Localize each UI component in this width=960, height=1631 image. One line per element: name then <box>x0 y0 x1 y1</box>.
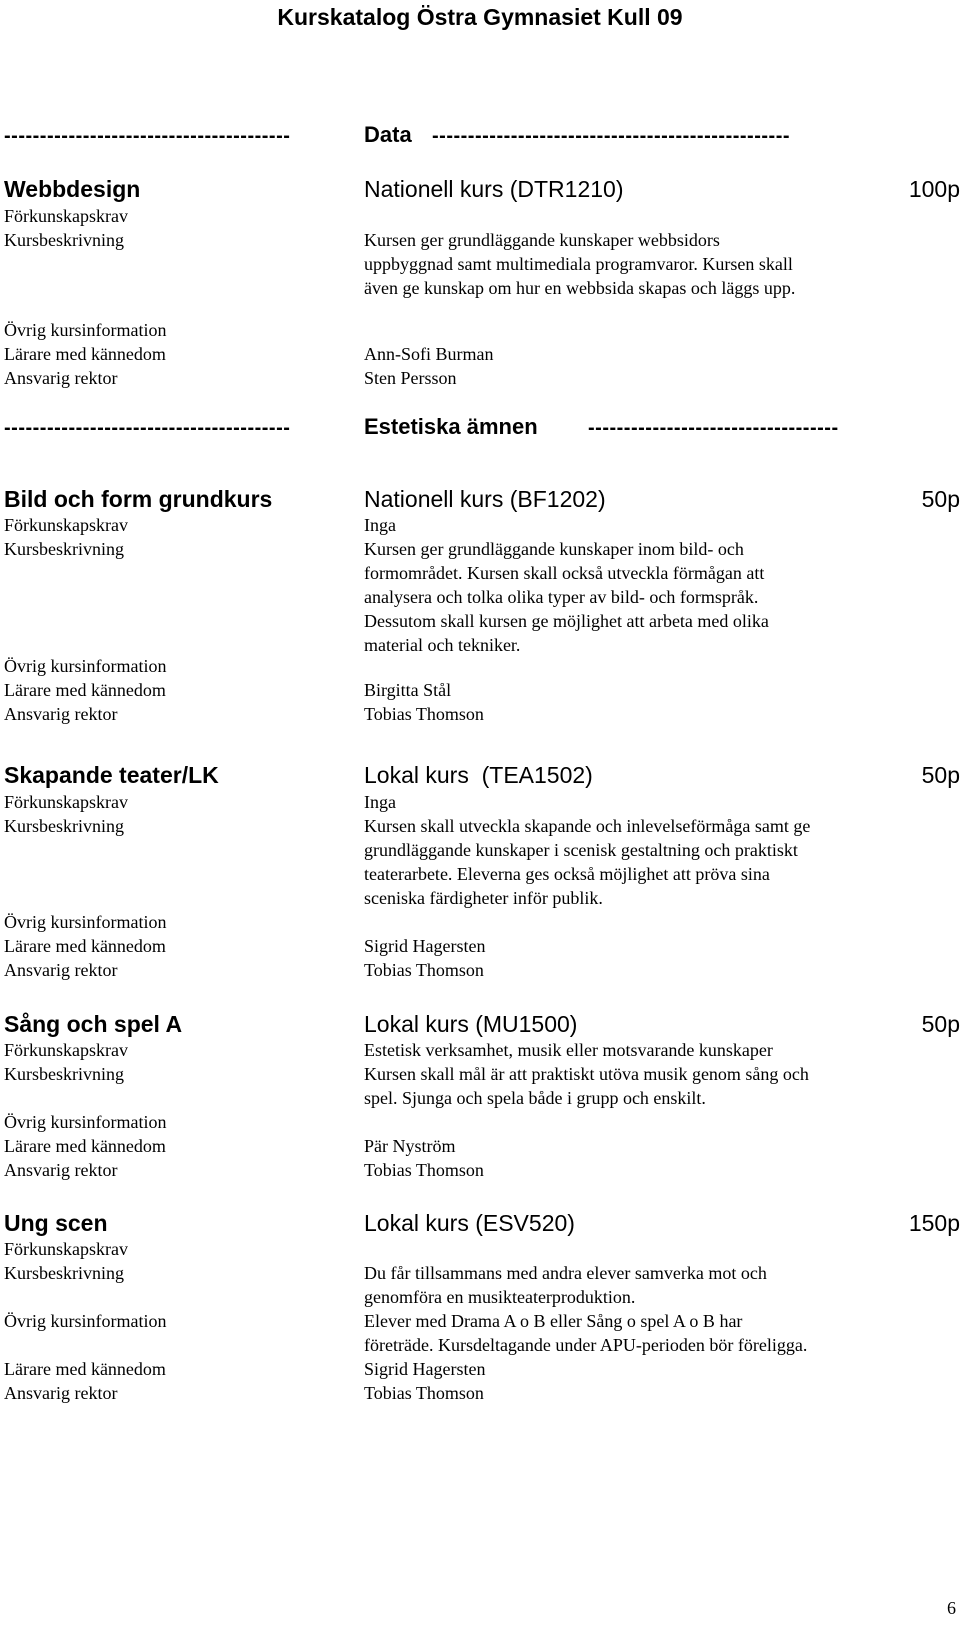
course-type: Nationell kurs (DTR1210) <box>364 176 624 202</box>
course-principal: Tobias Thomson <box>364 1160 484 1180</box>
course-description <box>364 814 889 910</box>
course-description <box>364 1261 889 1309</box>
course-title: Ung scen <box>4 1210 108 1236</box>
course-teacher: Sigrid Hagersten <box>364 1359 486 1379</box>
section-heading: Estetiska ämnen <box>364 414 538 439</box>
label-prereq: Förkunskapskrav <box>4 1040 128 1060</box>
course-title: Sång och spel A <box>4 1011 183 1037</box>
description-line: genomföra en musikteaterproduktion. <box>364 1287 636 1307</box>
other-info-line: företräde. Kursdeltagande under APU-perioden bör föreligga. <box>364 1335 808 1355</box>
course-prereq: Estetisk verksamhet, musik eller motsvarande kunskaper <box>364 1040 773 1060</box>
description-line: Kursen skall mål är att praktiskt utöva musik genom sång och <box>364 1064 809 1084</box>
label-prereq: Förkunskapskrav <box>4 1239 128 1259</box>
label-teacher: Lärare med kännedom <box>4 680 166 700</box>
course-teacher: Ann-Sofi Burman <box>364 344 494 364</box>
page-title: Kurskatalog Östra Gymnasiet Kull 09 <box>277 4 683 30</box>
label-principal: Ansvarig rektor <box>4 368 118 388</box>
course-points: 50p <box>921 1011 960 1037</box>
label-description: Kursbeskrivning <box>4 1064 124 1084</box>
description-line: spel. Sjunga och spela både i grupp och enskilt. <box>364 1088 706 1108</box>
label-prereq: Förkunskapskrav <box>4 206 128 226</box>
description-line: sceniska färdigheter inför publik. <box>364 888 603 908</box>
course-type: Lokal kurs (TEA1502) <box>364 762 593 788</box>
label-prereq: Förkunskapskrav <box>4 792 128 812</box>
course-principal: Tobias Thomson <box>364 960 484 980</box>
course-points: 50p <box>921 762 960 788</box>
description-line: Du får tillsammans med andra elever samverka mot och <box>364 1263 767 1283</box>
label-other-info: Övrig kursinformation <box>4 912 167 932</box>
label-principal: Ansvarig rektor <box>4 704 118 724</box>
description-line: Kursen skall utveckla skapande och inlevelseförmåga samt ge <box>364 816 811 836</box>
course-teacher: Sigrid Hagersten <box>364 936 486 956</box>
description-line: teaterarbete. Eleverna ges också möjlighet att pröva sina <box>364 864 770 884</box>
course-points: 50p <box>921 486 960 512</box>
other-info-line: Elever med Drama A o B eller Sång o spel A o B har <box>364 1311 743 1331</box>
label-description: Kursbeskrivning <box>4 1263 124 1283</box>
label-description: Kursbeskrivning <box>4 230 124 250</box>
section-heading: Data <box>364 122 412 147</box>
section-divider-right: -------------------------------------------------- <box>432 125 791 147</box>
course-title: Skapande teater/LK <box>4 762 219 788</box>
course-principal: Tobias Thomson <box>364 1383 484 1403</box>
section-divider-right: ----------------------------------- <box>588 417 839 439</box>
label-teacher: Lärare med kännedom <box>4 1136 166 1156</box>
label-teacher: Lärare med kännedom <box>4 344 166 364</box>
course-points: 100p <box>908 176 960 202</box>
description-line: grundläggande kunskaper i scenisk gestaltning och praktiskt <box>364 840 798 860</box>
section-divider-left: ---------------------------------------- <box>4 417 291 439</box>
course-type: Lokal kurs (MU1500) <box>364 1011 578 1037</box>
description-line: formområdet. Kursen skall också utveckla förmågan att <box>364 563 765 583</box>
label-principal: Ansvarig rektor <box>4 1160 118 1180</box>
label-teacher: Lärare med kännedom <box>4 1359 166 1379</box>
course-teacher: Pär Nyström <box>364 1136 456 1156</box>
page-number: 6 <box>947 1598 956 1618</box>
course-prereq: Inga <box>364 515 396 535</box>
description-line: även ge kunskap om hur en webbsida skapas och läggs upp. <box>364 278 796 298</box>
course-type: Nationell kurs (BF1202) <box>364 486 606 512</box>
course-principal: Tobias Thomson <box>364 704 484 724</box>
course-type: Lokal kurs (ESV520) <box>364 1210 575 1236</box>
description-line: uppbyggnad samt multimediala programvaror. Kursen skall <box>364 254 793 274</box>
description-line: Dessutom skall kursen ge möjlighet att arbeta med olika <box>364 611 769 631</box>
label-other-info: Övrig kursinformation <box>4 1311 167 1331</box>
course-title: Bild och form grundkurs <box>4 486 273 512</box>
course-principal: Sten Persson <box>364 368 457 388</box>
course-teacher: Birgitta Stål <box>364 680 452 700</box>
label-principal: Ansvarig rektor <box>4 960 118 980</box>
course-prereq: Inga <box>364 792 396 812</box>
course-other-info <box>364 1309 889 1357</box>
label-teacher: Lärare med kännedom <box>4 936 166 956</box>
label-other-info: Övrig kursinformation <box>4 1112 167 1132</box>
label-other-info: Övrig kursinformation <box>4 656 167 676</box>
course-description <box>364 1062 889 1110</box>
course-description <box>364 228 889 300</box>
description-line: analysera och tolka olika typer av bild- och formspråk. <box>364 587 759 607</box>
course-description <box>364 537 889 657</box>
label-other-info: Övrig kursinformation <box>4 320 167 340</box>
label-prereq: Förkunskapskrav <box>4 515 128 535</box>
course-title: Webbdesign <box>4 176 141 202</box>
section-divider-left: ---------------------------------------- <box>4 125 291 147</box>
description-line: Kursen ger grundläggande kunskaper webbsidors <box>364 230 720 250</box>
label-description: Kursbeskrivning <box>4 539 124 559</box>
description-line: material och tekniker. <box>364 635 521 655</box>
label-description: Kursbeskrivning <box>4 816 124 836</box>
description-line: Kursen ger grundläggande kunskaper inom bild- och <box>364 539 744 559</box>
course-points: 150p <box>908 1210 960 1236</box>
label-principal: Ansvarig rektor <box>4 1383 118 1403</box>
